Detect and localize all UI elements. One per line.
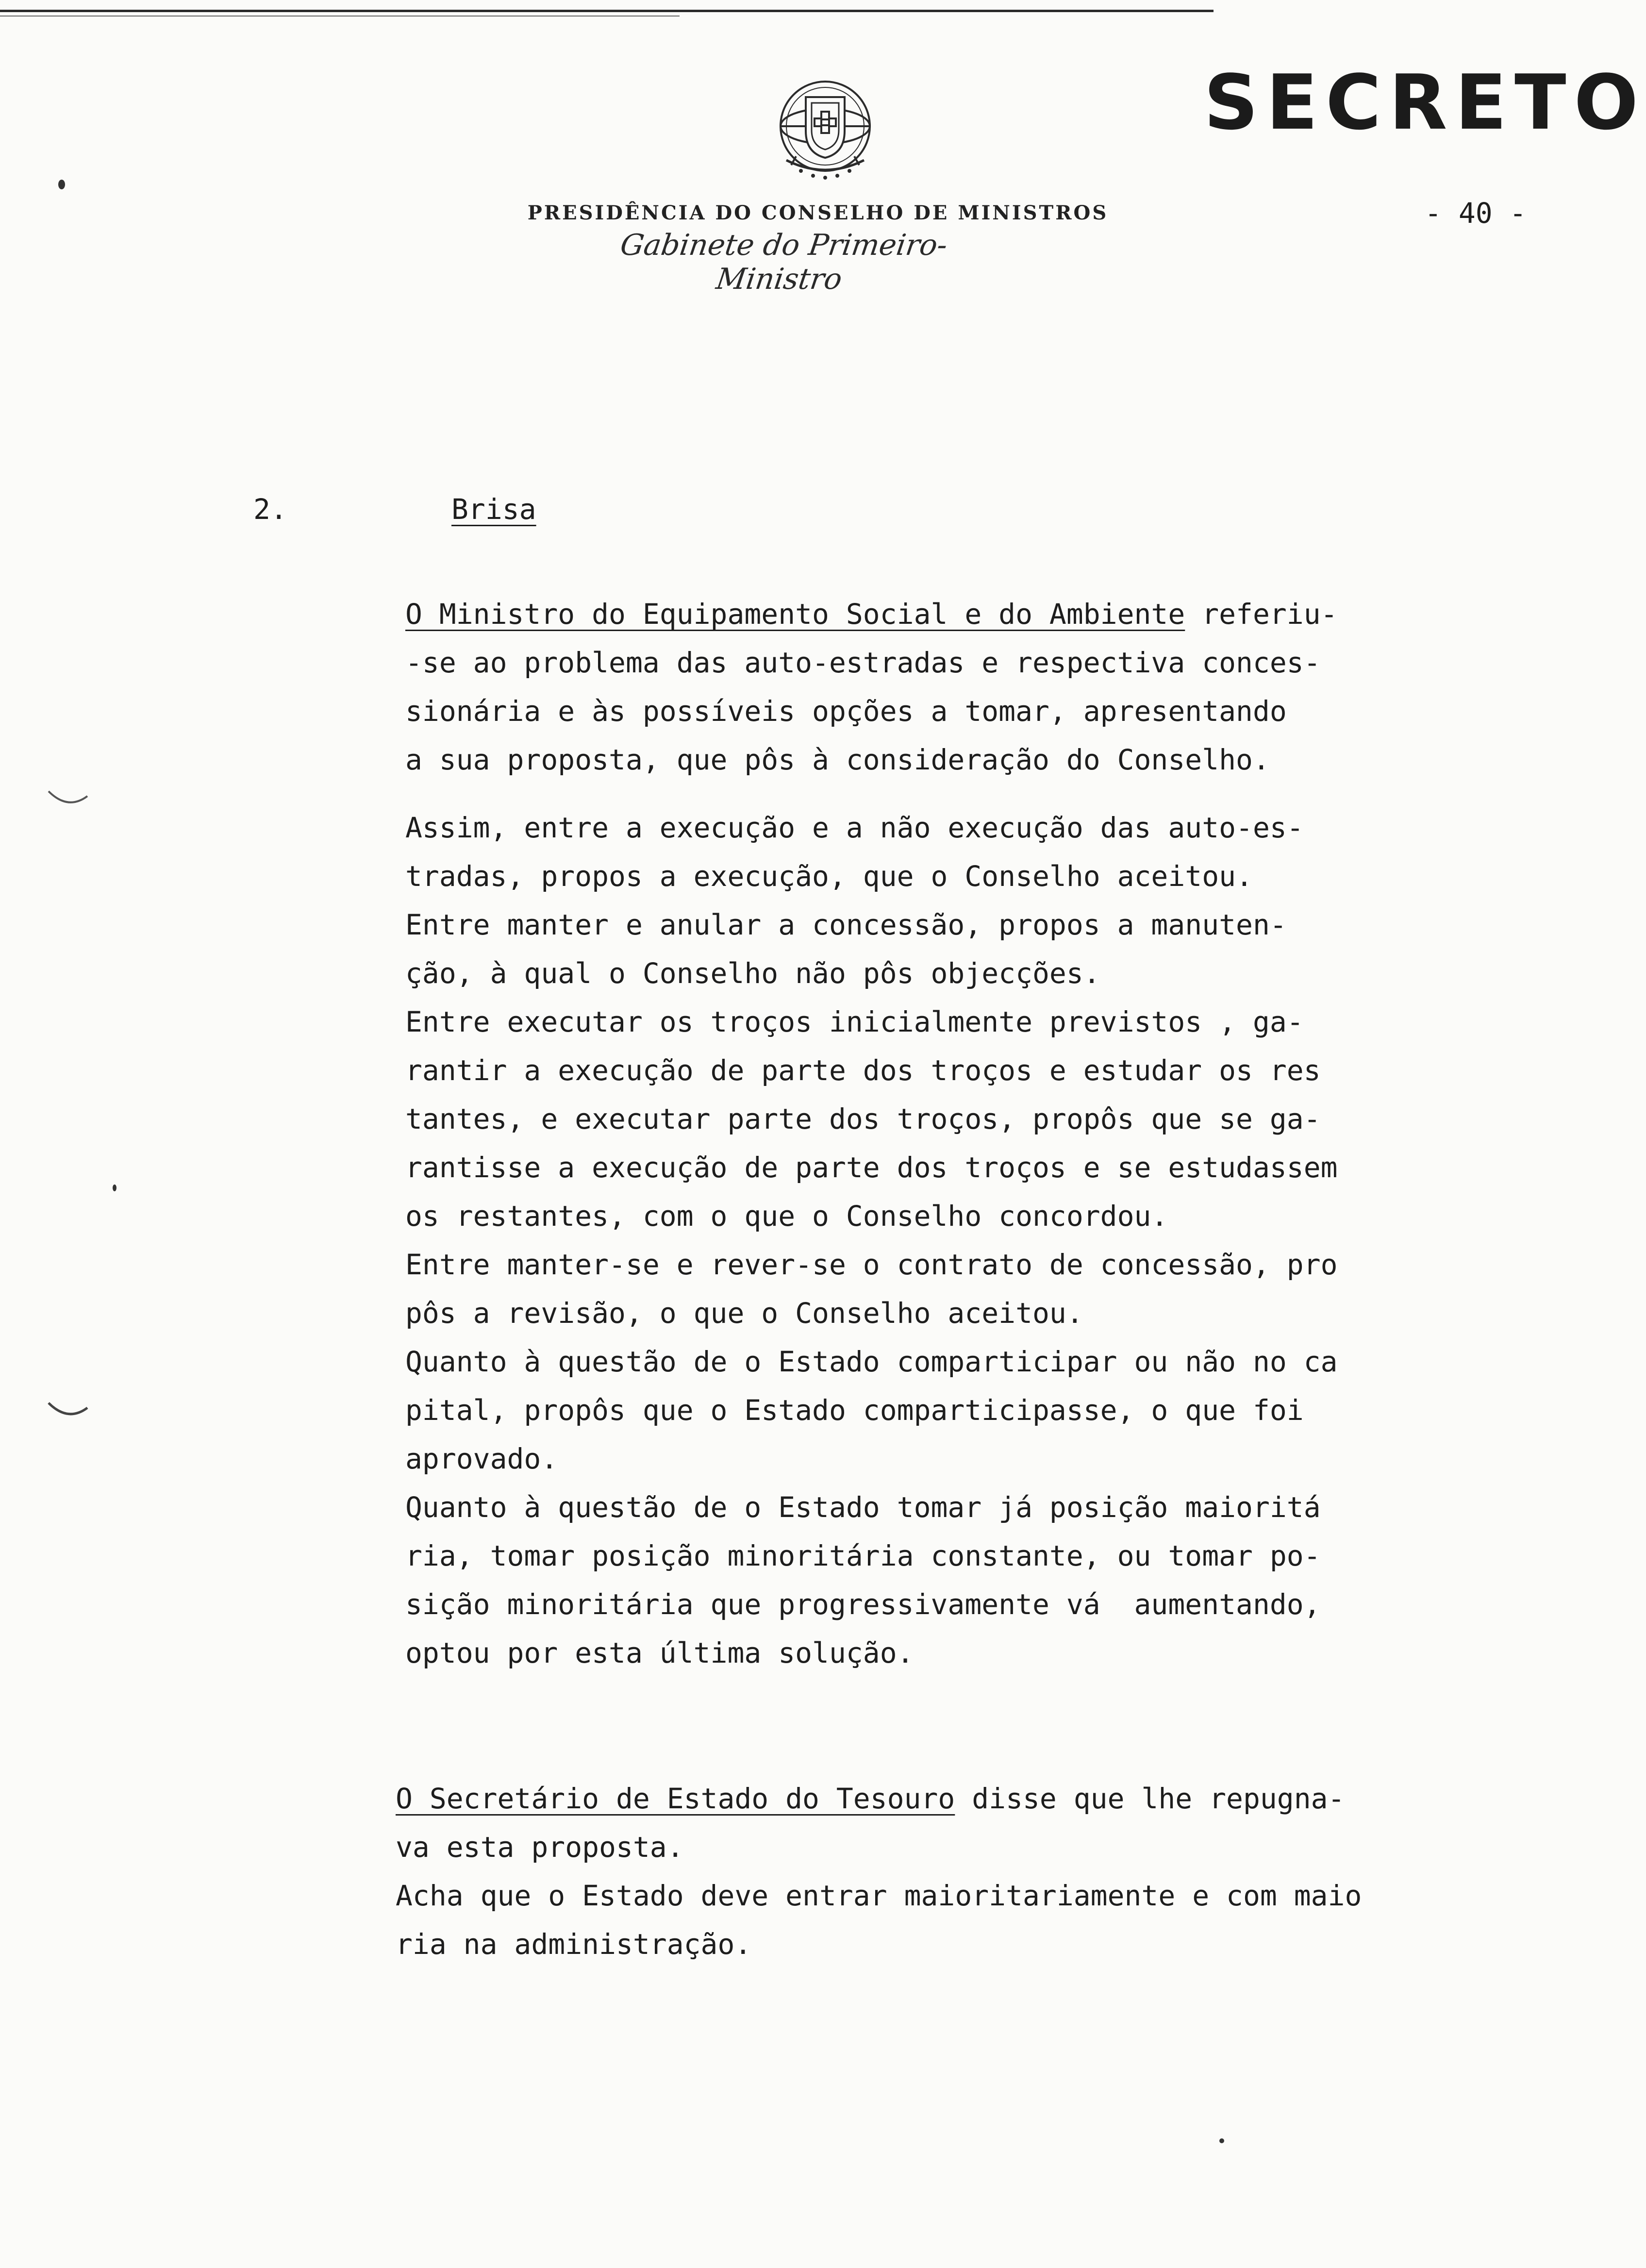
paragraph-line: -se ao problema das auto-estradas e respectiva conces- (405, 646, 1321, 679)
office-name: Gabinete do Primeiro-Ministro (618, 228, 950, 296)
section-number: 2. (253, 493, 287, 526)
paragraph-line: ção, à qual o Conselho não pôs objecções. (405, 957, 1100, 990)
scan-speck (1219, 2138, 1224, 2143)
punch-hole-mark (46, 786, 90, 811)
top-rule (0, 10, 1214, 12)
paragraph-line: a sua proposta, que pôs à consideração do Conselho. (405, 743, 1270, 776)
speaker-name: O Secretário de Estado do Tesouro (396, 1782, 955, 1815)
paragraph-treasury-secretary (396, 1774, 1483, 1968)
paragraph-line: pôs a revisão, o que o Conselho aceitou. (405, 1297, 1083, 1330)
paragraph-line: Entre manter-se e rever-se o contrato de concessão, pro (405, 1248, 1338, 1281)
paragraph-line: ria na administração. (396, 1928, 752, 1961)
paragraph-line: Assim, entre a execução e a não execução das auto-es- (405, 811, 1304, 844)
paragraph-minister-proposal (405, 590, 1493, 784)
paragraph-line: O Secretário de Estado do Tesouro disse que lhe repugna- (396, 1782, 1345, 1815)
section-title: Brisa (451, 493, 536, 526)
classification-stamp: SECRETO (1204, 58, 1646, 147)
paragraph-line: ria, tomar posição minoritária constante, ou tomar po- (405, 1539, 1321, 1572)
paragraph-line: aprovado. (405, 1442, 558, 1475)
paragraph-line: sionária e às possíveis opções a tomar, apresentando (405, 695, 1287, 728)
institution-name: PRESIDÊNCIA DO CONSELHO DE MINISTROS (527, 201, 1109, 224)
paragraph-line: os restantes, com o que o Conselho concordou. (405, 1200, 1168, 1233)
paragraph-line: rantisse a execução de parte dos troços e se estudassem (405, 1151, 1338, 1184)
portuguese-coat-of-arms-icon (767, 68, 883, 184)
paragraph-line: Entre executar os troços inicialmente previstos , ga- (405, 1005, 1304, 1038)
paragraph-line: rantir a execução de parte dos troços e estudar os res (405, 1054, 1321, 1087)
paragraph-line: optou por esta última solução. (405, 1636, 914, 1669)
paragraph-line: Quanto à questão de o Estado tomar já posição maioritá (405, 1491, 1321, 1524)
paragraph-line: sição minoritária que progressivamente vá aumentando, (405, 1588, 1321, 1621)
paragraph-council-decisions (405, 803, 1493, 1677)
page-number: - 40 - (1425, 197, 1527, 230)
scan-speck (113, 1184, 116, 1191)
scan-speck (58, 180, 65, 189)
paragraph-line: pital, propôs que o Estado comparticipasse, o que foi (405, 1394, 1304, 1427)
paragraph-line: Entre manter e anular a concessão, propos a manuten- (405, 908, 1287, 941)
paragraph-line: Acha que o Estado deve entrar maioritariamente e com maio (396, 1879, 1362, 1912)
paragraph-line: va esta proposta. (396, 1831, 684, 1864)
punch-hole-mark (46, 1398, 90, 1422)
speaker-name: O Ministro do Equipamento Social e do Ambiente (405, 598, 1185, 631)
paragraph-line: tradas, propos a execução, que o Conselho aceitou. (405, 860, 1253, 893)
top-rule-secondary (0, 16, 680, 17)
paragraph-line: O Ministro do Equipamento Social e do Ambiente referiu- (405, 598, 1338, 631)
paragraph-line: tantes, e executar parte dos troços, propôs que se ga- (405, 1102, 1321, 1135)
paragraph-line: Quanto à questão de o Estado comparticipar ou não no ca (405, 1345, 1338, 1378)
